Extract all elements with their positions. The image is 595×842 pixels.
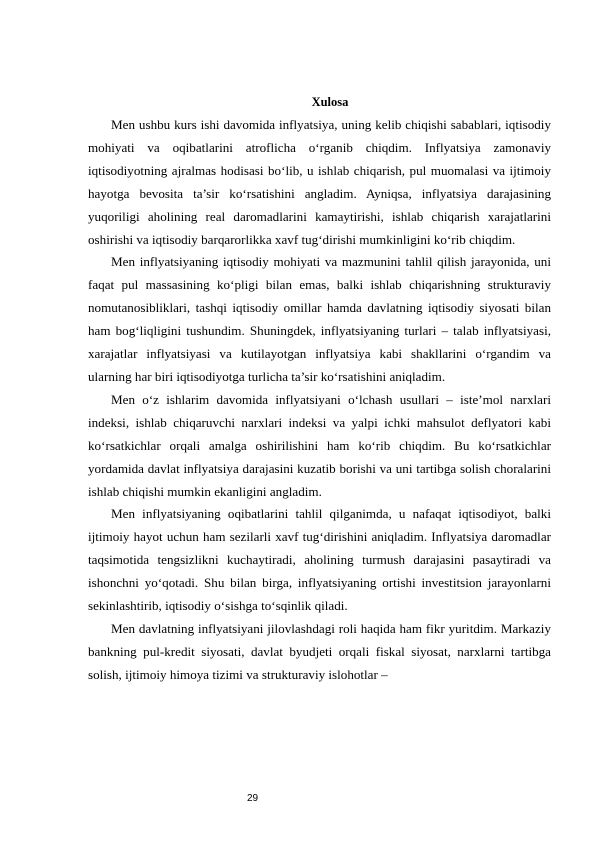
paragraph-4: Men inflyatsiyaning oqibatlarini tahlil qilganimda, u nafaqat iqtisodiyot, balki ijtimoiy hayot uchun ham sezilarli xavf tug‘dirishini aniqladim. Inflyatsiya daromadlar taqsimotida tengsizlikni kuchaytiradi, aholining turmush darajasini pasaytiradi va ishonchni yo‘qotadi. Shu bilan birga, inflyatsiyaning ortishi investitsion jarayonlarni sekinlashtirib, iqtisodiy o‘sishga to‘sqinlik qiladi.: [88, 506, 551, 614]
section-heading: Xulosa: [311, 95, 349, 109]
paragraph-5: Men davlatning inflyatsiyani jilovlashdagi roli haqida ham fikr yuritdim. Markaziy bankning pul-kredit siyosati, davlat byudjeti orqali fiskal siyosat, narxlarni tartibga solish, ijtimoiy himoya tizimi va strukturaviy islohotlar –: [88, 620, 551, 682]
body-text: [88, 114, 551, 687]
paragraph-3: Men o‘z ishlarim davomida inflyatsiyani o‘lchash usullari – iste’mol narxlari indeksi, ishlab chiqaruvchi narxlari indeksi va yalpi ichki mahsulot deflyatori kabi ko‘rsatkichlar orqali amalga oshirilishini ham ko‘rib chiqdim. Bu ko‘rsatkichlar yordamida davlat inflyatsiya darajasini kuzatib borishi va uni tartibga solish choralarini ishlab chiqishi mumkin ekanligini angladim.: [88, 391, 551, 499]
paragraph-1: Men ushbu kurs ishi davomida inflyatsiya, uning kelib chiqishi sabablari, iqtisodiy mohiyati va oqibatlarini atroflicha o‘rganib chiqdim. Inflyatsiya zamonaviy iqtisodiyotning ajralmas hodisasi bo‘lib, u ishlab chiqarish, pul muomalasi va ijtimoiy hayotga bevosita ta’sir ko‘rsatishini angladim. Ayniqsa, inflyatsiya darajasining yuqoriligi aholining real daromadlarini kamaytirishi, ishlab chiqarish xarajatlarini oshirishi va iqtisodiy barqarorlikka xavf tug‘dirishi mumkinligini ko‘rib chiqdim.: [88, 117, 551, 247]
paragraph-2: Men inflyatsiyaning iqtisodiy mohiyati va mazmunini tahlil qilish jarayonida, uni faqat pul massasining ko‘pligi bilan emas, balki ishlab chiqarishning strukturaviy nomutanosibliklari, tashqi iqtisodiy omillar hamda davlatning iqtisodiy siyosati bilan ham bog‘liqligini tushundim. Shuningdek, inflyatsiyaning turlari – talab inflyatsiyasi, xarajatlar inflyatsiyasi va kutilayotgan inflyatsiya kabi shakllarini o‘rgandim va ularning har biri iqtisodiyotga turlicha ta’sir ko‘rsatishini aniqladim.: [88, 254, 551, 384]
page-number: 29: [246, 793, 259, 804]
